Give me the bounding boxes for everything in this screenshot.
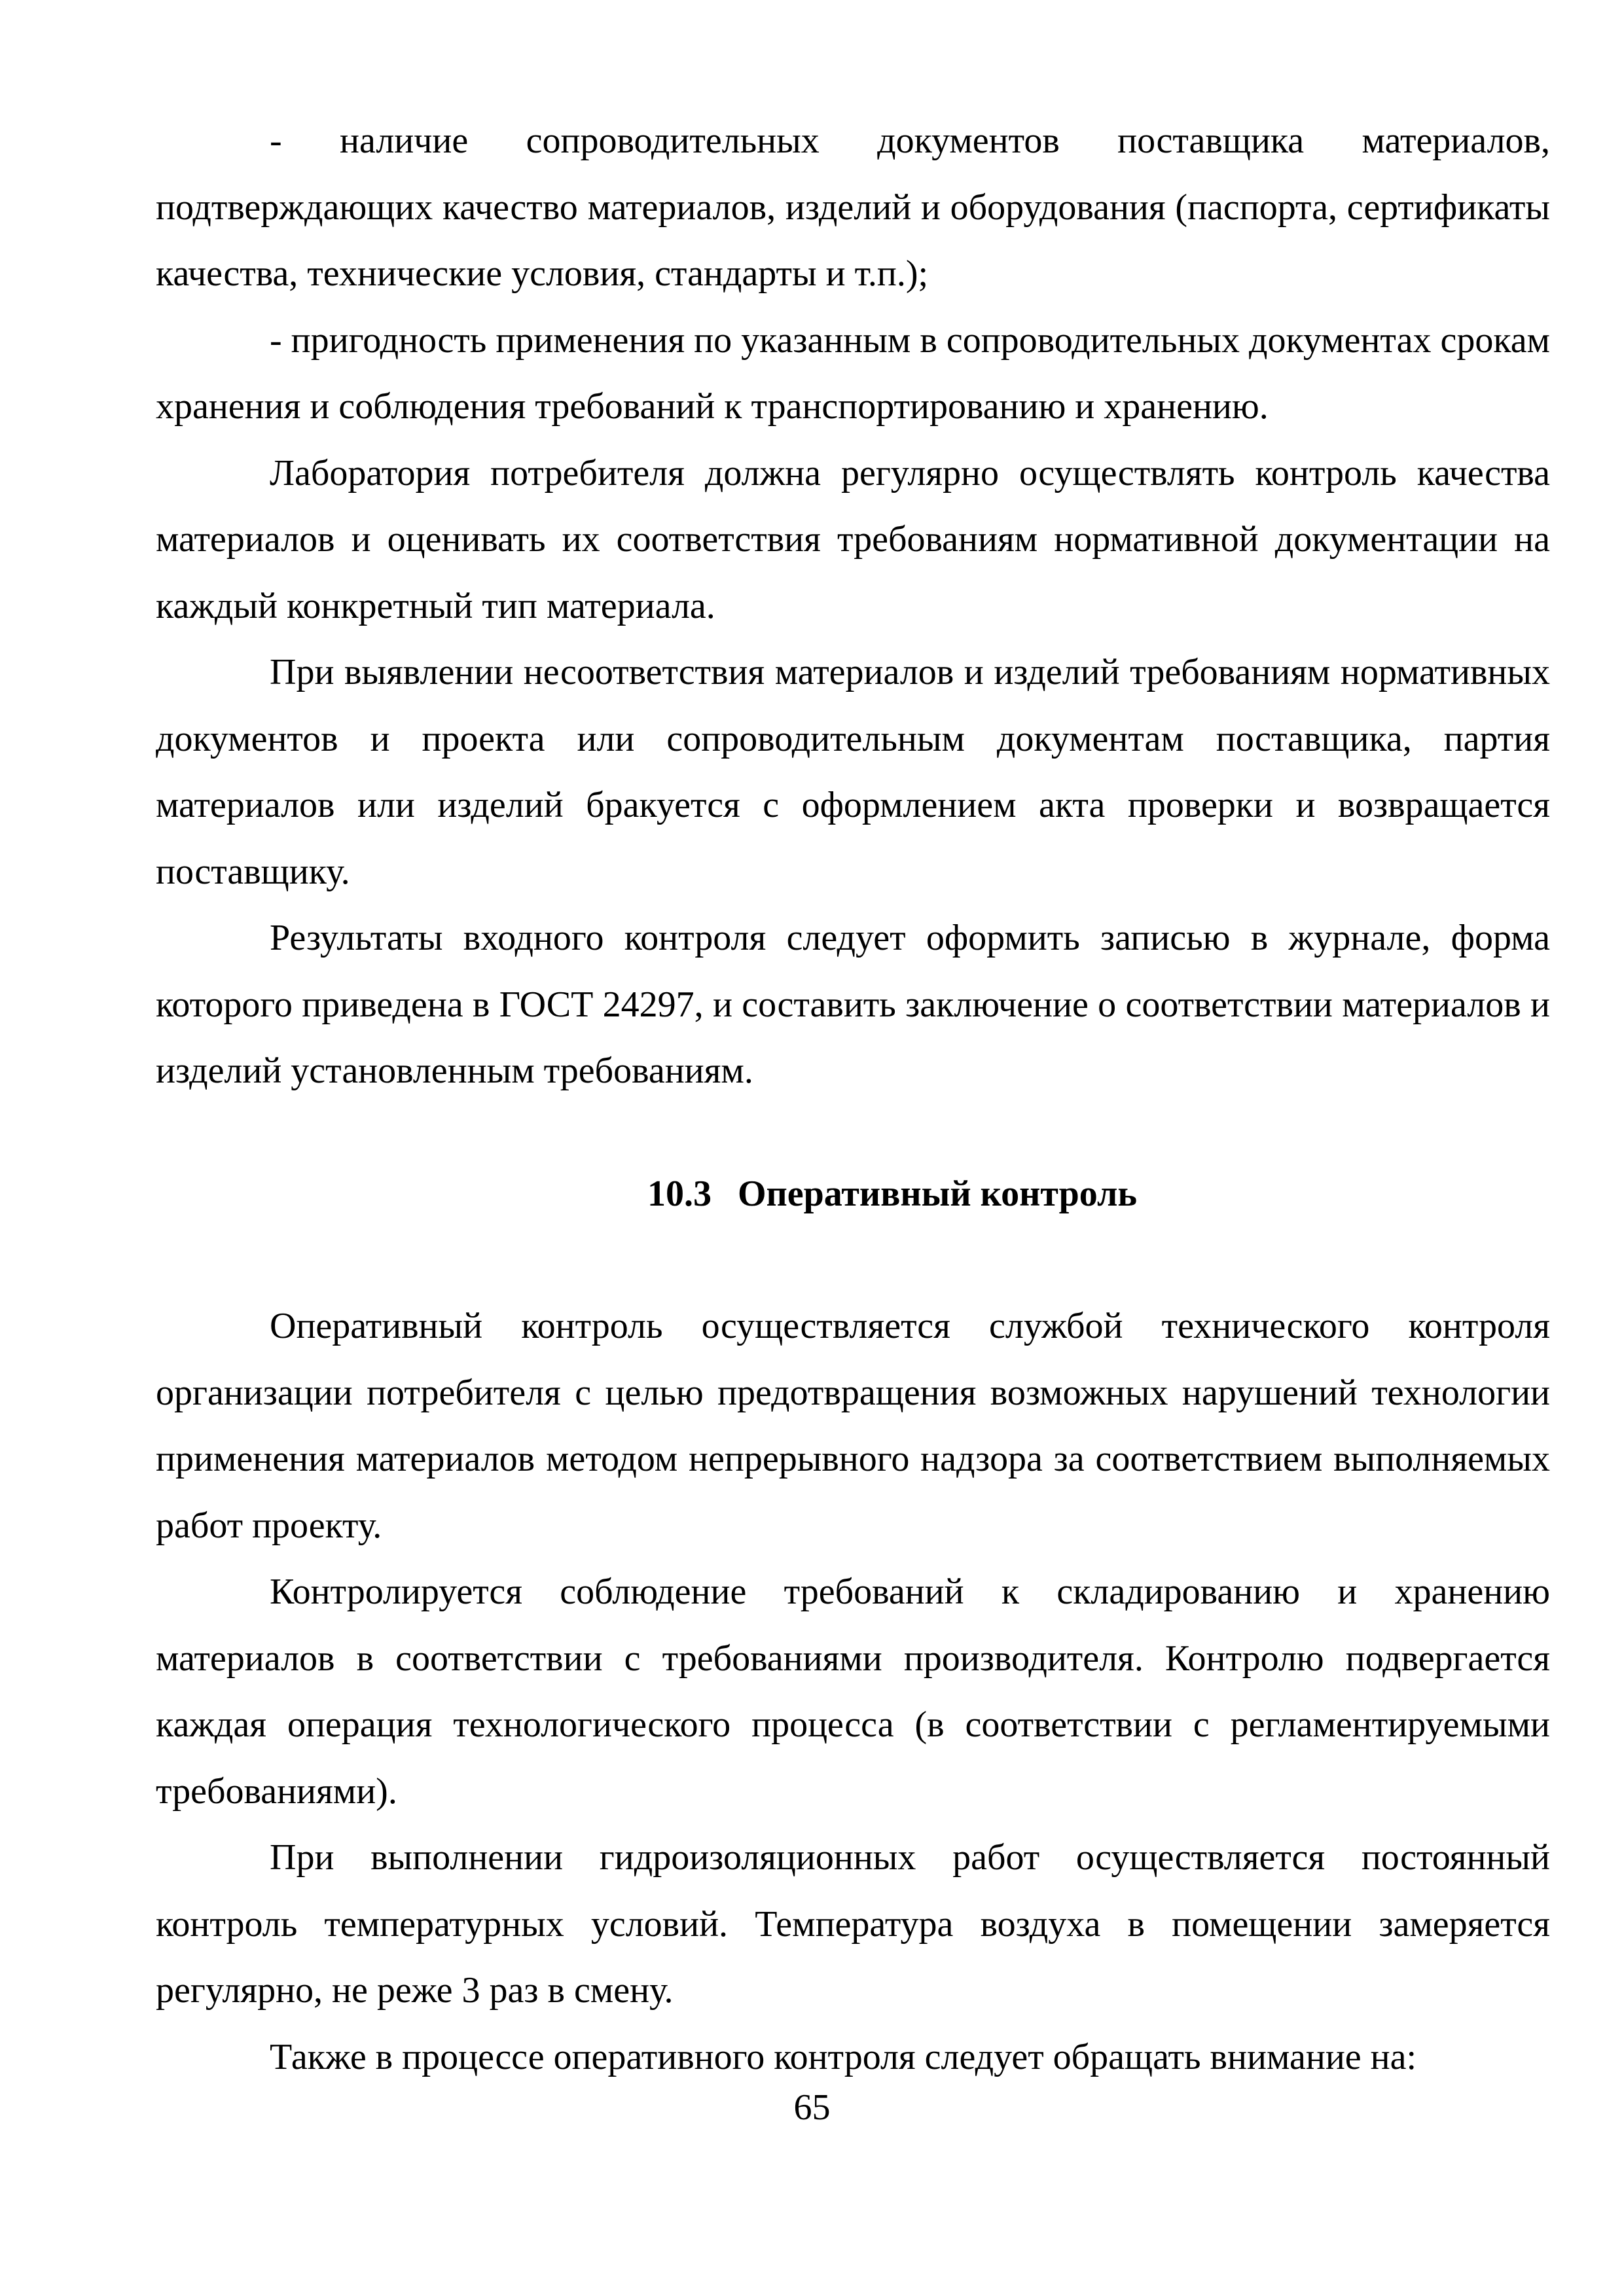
list-item-storage-suitability: - пригодность применения по указанным в сопроводительных документах срокам хранения и соблюдения требований к транспортированию и хранению. bbox=[156, 319, 1550, 427]
page-number: 65 bbox=[793, 2087, 831, 2128]
section-number: 10.3 bbox=[647, 1173, 712, 1214]
paragraph-storage-control: Контролируется соблюдение требований к складированию и хранению материалов в соответствии с требованиями производителя. Контролю подвергается каждая операция технологического процесса (в соответствии с регламентируемыми требованиями). bbox=[156, 1571, 1550, 1812]
paragraph-operational-control: Оперативный контроль осуществляется службой технического контроля организации потребителя с целью предотвращения возможных нарушений технологии применения материалов методом непрерывного надзора за соответствием выполняемых работ проекту. bbox=[156, 1306, 1550, 1546]
list-item-accompanying-documents: - наличие сопроводительных документов поставщика материалов, подтверждающих качество материалов, изделий и оборудования (паспорта, сертификаты качества, технические условия, стандарты и т.п.); bbox=[156, 120, 1550, 294]
paragraph-nonconformity: При выявлении несоответствия материалов и изделий требованиям нормативных документов и проекта или сопроводительным документам поставщика, партия материалов или изделий бракуется с оформлением акта проверки и возвращается поставщику. bbox=[156, 652, 1550, 892]
section-title: Оперативный контроль bbox=[737, 1173, 1138, 1214]
paragraph-temperature: При выполнении гидроизоляционных работ осуществляется постоянный контроль температурных условий. Температура воздуха в помещении замеряется регулярно, не реже 3 раз в смену. bbox=[156, 1837, 1550, 2011]
paragraph-attention: Также в процессе оперативного контроля следует обращать внимание на: bbox=[270, 2036, 1417, 2077]
body-text bbox=[156, 108, 1550, 2090]
section-heading bbox=[156, 1105, 1550, 1294]
paragraph-laboratory: Лаборатория потребителя должна регулярно осуществлять контроль качества материалов и оценивать их соответствия требованиям нормативной документации на каждый конкретный тип материала. bbox=[156, 452, 1550, 626]
paragraph-results: Результаты входного контроля следует оформить записью в журнале, форма которого приведена в ГОСТ 24297, и составить заключение о соответствии материалов и изделий установленным требованиям. bbox=[156, 918, 1550, 1091]
